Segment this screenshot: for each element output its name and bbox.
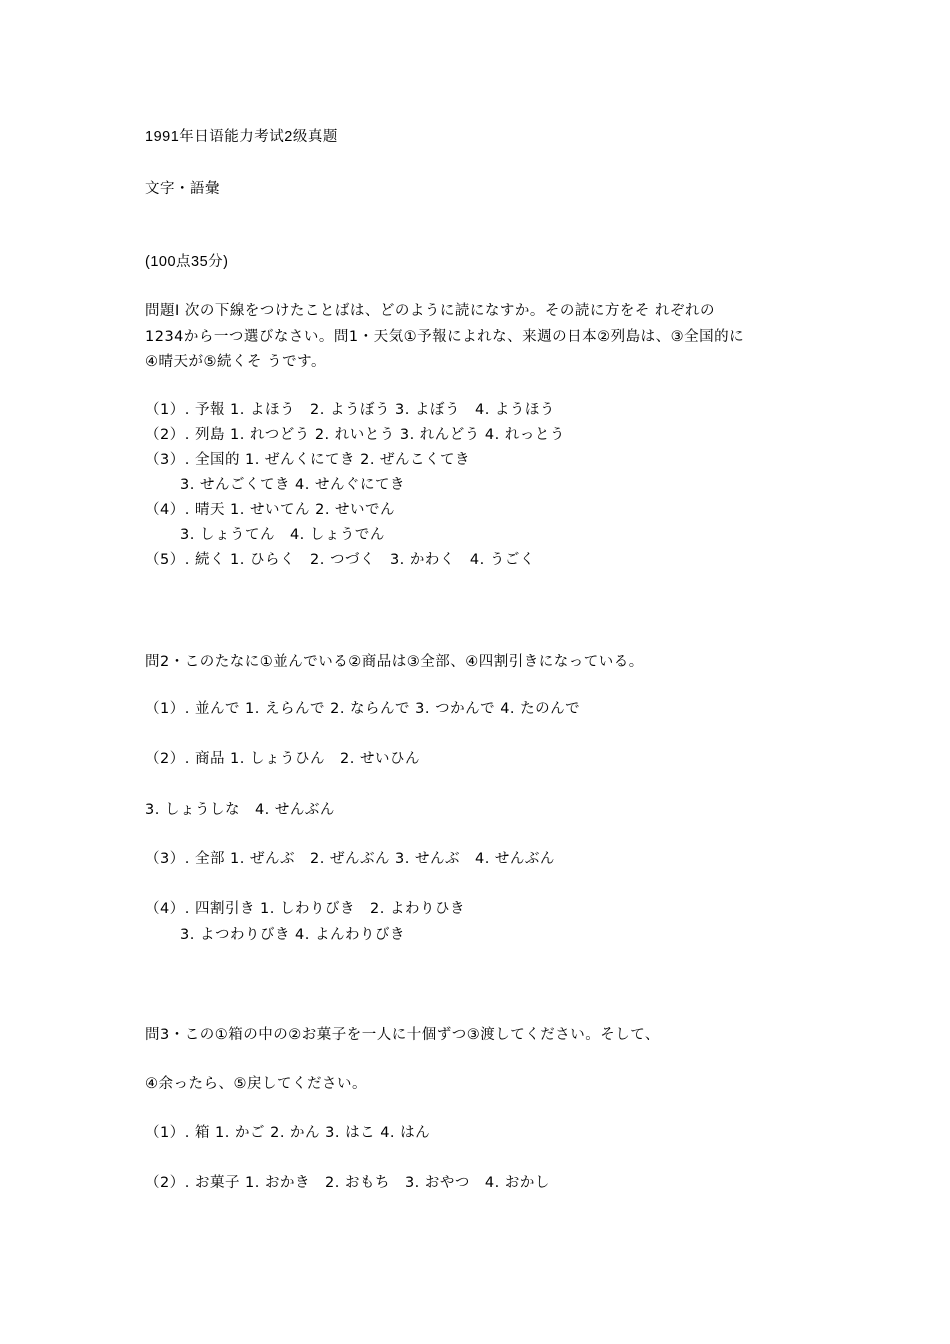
question-header: 問3・この①箱の中の②お菓子を一人に十個ずつ③渡してください。そして、 [145,1027,660,1043]
question-item-continuation: 3. しょうしな 4. せんぶん [145,802,335,818]
question-item: （1）. 予報 1. よほう 2. ようぼう 3. よぼう 4. ようほう [145,402,555,418]
instruction-line: 問題Ⅰ 次の下線をつけたことばは、どのように読になすか。その読に方をそ れぞれの [145,303,715,319]
score-note: (100点35分) [145,254,229,270]
question-item: （4）. 四割引き 1. しわりびき 2. よわりひき [145,901,465,917]
document-subtitle: 文字・語彙 [145,181,220,197]
instruction-line: 1234から一つ選びなさい。問1・天気①予報によれな、来週の日本②列島は、③全国的に [145,329,745,345]
question-item: （1）. 箱 1. かご 2. かん 3. はこ 4. はん [145,1125,431,1141]
instruction-line: ④晴天が⑤続くそ うです。 [145,354,326,370]
question-item: （3）. 全国的 1. ぜんくにてき 2. ぜんこくてき [145,452,471,468]
question-item-continuation: 3. せんごくてき 4. せんぐにてき [180,477,405,493]
question-item-continuation: 3. しょうてん 4. しょうでん [180,527,385,543]
question-header: 問2・このたなに①並んでいる②商品は③全部、④四割引きになっている。 [145,654,644,670]
question-header-continuation: ④余ったら、⑤戻してください。 [145,1076,367,1092]
question-item: （3）. 全部 1. ぜんぶ 2. ぜんぶん 3. せんぶ 4. せんぶん [145,851,555,867]
question-item-continuation: 3. よつわりびき 4. よんわりびき [180,927,405,943]
document-title: 1991年日语能力考试2级真题 [145,129,338,145]
question-item: （4）. 晴天 1. せいてん 2. せいでん [145,502,396,518]
question-item: （2）. お菓子 1. おかき 2. おもち 3. おやつ 4. おかし [145,1175,550,1191]
question-item: （2）. 商品 1. しょうひん 2. せいひん [145,751,420,767]
question-item: （2）. 列島 1. れつどう 2. れいとう 3. れんどう 4. れっとう [145,427,565,443]
question-item: （5）. 続く 1. ひらく 2. つづく 3. かわく 4. うごく [145,552,535,568]
question-item: （1）. 並んで 1. えらんで 2. ならんで 3. つかんで 4. たのんで [145,701,581,717]
